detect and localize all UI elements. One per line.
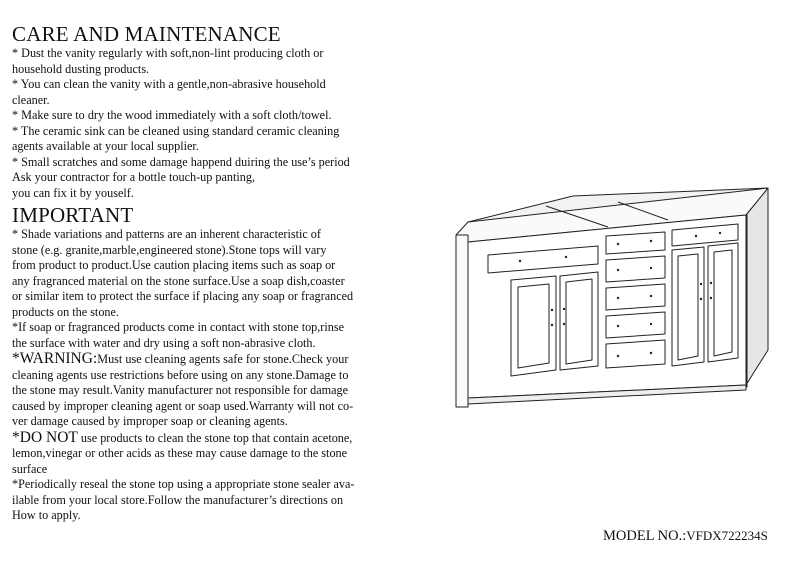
warning-paragraph: *WARNING:Must use cleaning agents safe for stone.Check your cleaning agents use restrictions before using on any stone.Damage to the stone may result.Vanity manufacturer not responsible for damage caused by improper cleaning agent or soap used.Warranty will not co- ver damage caused by improper soap or cleaning agents. xyxy=(12,350,354,428)
care-item-1: * Dust the vanity regularly with soft,non-lint producing cloth or household dusting products. xyxy=(12,46,324,76)
care-item-4: * The ceramic sink can be cleaned using standard ceramic cleaning agents available at your local supplier. xyxy=(12,123,340,153)
center-drawer-4 xyxy=(606,312,665,338)
center-drawer-1 xyxy=(606,232,665,254)
important-heading: IMPORTANT xyxy=(12,203,134,227)
center-drawer-3 xyxy=(606,284,665,310)
care-list xyxy=(12,46,397,201)
right-door-1 xyxy=(672,247,704,366)
care-item-5: * Small scratches and some damage happend duiring the use’s period Ask your contractor for a bottle touch-up panting, you can fix it by youself. xyxy=(12,154,350,200)
right-door-2 xyxy=(708,243,738,362)
model-number xyxy=(603,528,768,545)
do-not-label: *DO NOT xyxy=(12,428,78,446)
center-drawer-2 xyxy=(606,256,665,282)
rinse-paragraph: *If soap or fragranced products come in contact with stone top,rinse the surface with water and dry using a soft non-abrasive cloth. xyxy=(12,320,345,350)
model-value: VFDX722234S xyxy=(686,528,768,543)
do-not-paragraph: *DO NOT use products to clean the stone top that contain acetone, lemon,vinegar or other acids as these may cause damage to the stone surface xyxy=(12,428,353,476)
model-label: MODEL NO.: xyxy=(603,528,687,544)
warning-label: *WARNING: xyxy=(12,350,98,367)
instructions-column xyxy=(12,22,397,524)
cabinet-left-post xyxy=(456,235,468,407)
care-heading: CARE AND MAINTENANCE xyxy=(12,22,281,46)
shade-variation-paragraph: * Shade variations and patterns are an inherent characteristic of stone (e.g. granite,marble,engineered stone).Stone tops will vary from product to product.Use caution placing items such as soap or any fragranced material on the stone surface.Use a soap dish,coaster or similar item to protect the surface if placing any soap or fragranced products on the stone. xyxy=(12,227,354,319)
care-item-2: * You can clean the vanity with a gentle,non-abrasive household cleaner. xyxy=(12,77,326,107)
important-list xyxy=(12,227,397,524)
care-item-3: * Make sure to dry the wood immediately with a soft cloth/towel. xyxy=(12,108,332,122)
vanity-cabinet-illustration xyxy=(438,180,778,420)
center-drawer-5 xyxy=(606,340,665,368)
cabinet-side-panel xyxy=(746,188,768,385)
reseal-paragraph: *Periodically reseal the stone top using a appropriate stone sealer ava- ilable from your local store.Follow the manufacturer’s directions on How to apply. xyxy=(12,477,355,522)
